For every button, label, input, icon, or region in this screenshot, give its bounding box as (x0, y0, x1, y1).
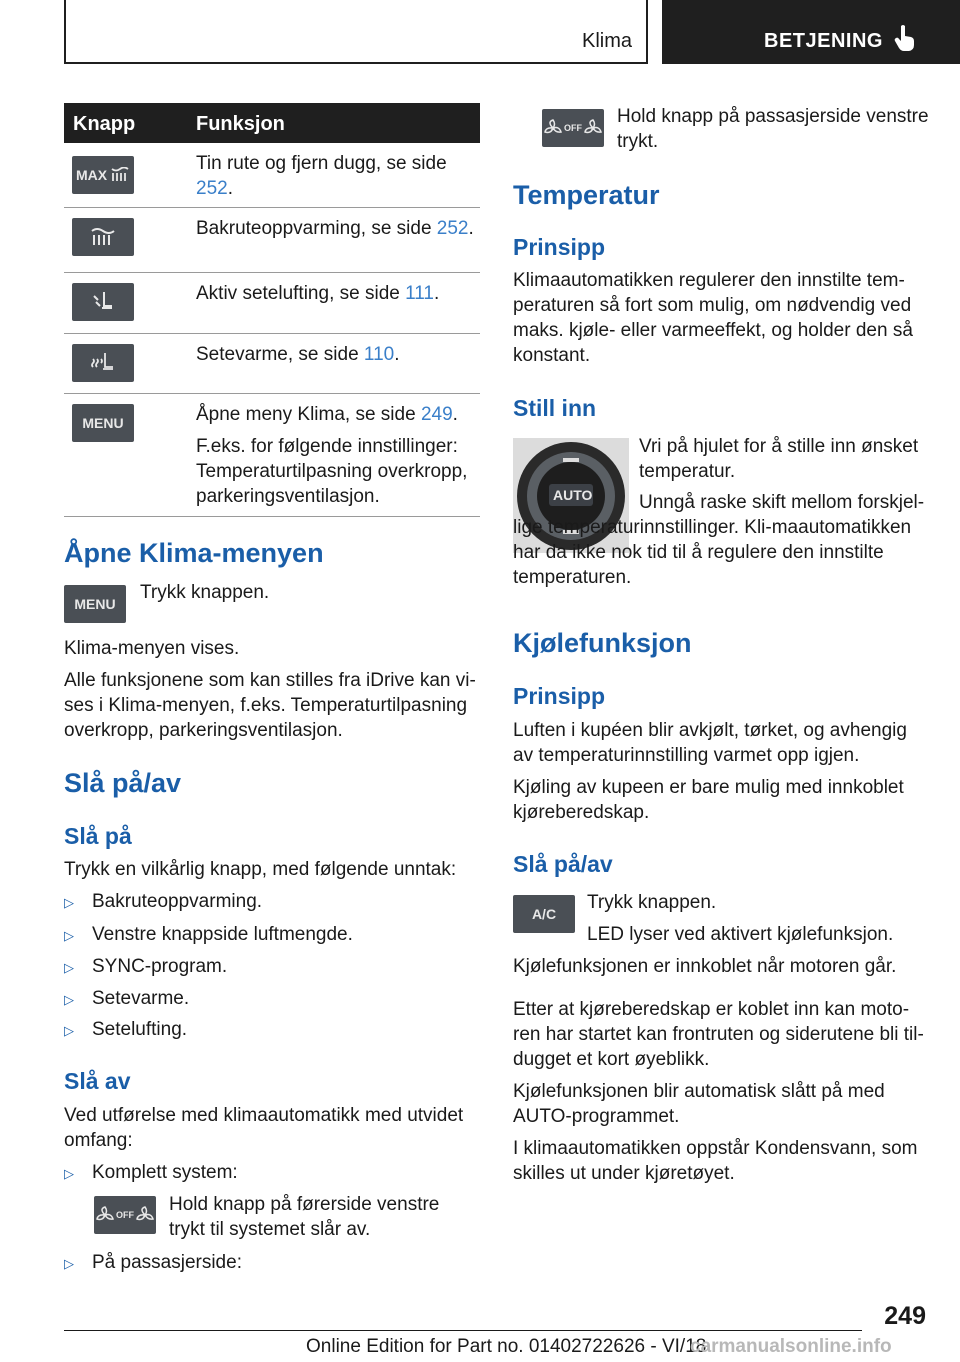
page-link[interactable]: 249 (420, 404, 453, 425)
rear-defrost-icon (72, 218, 134, 256)
max-defrost-icon: MAX (72, 156, 134, 194)
header-chapter-box (662, 0, 960, 64)
text-cooling-5: Kjølefunksjonen blir automatisk slått på med AUTO-programmet. (513, 1081, 885, 1127)
heading-on-off-2: Slå på/av (513, 851, 613, 877)
text-cooling-1: Luften i kupéen blir avkjølt, tørket, og avhengig av temperaturinnstilling varmet opp igjen. (513, 720, 907, 766)
table-header-function: Funksjon (196, 113, 285, 135)
text-cooling-6: I klimaautomatikken oppstår Kondensvann, som skilles ut under kjøretøyet. (513, 1138, 918, 1184)
heading-temperature: Temperatur (513, 180, 660, 210)
table-row (64, 273, 480, 334)
menu-button-icon: MENU (64, 585, 126, 623)
heading-set: Still inn (513, 395, 597, 421)
heading-principle-2: Prinsipp (513, 683, 606, 709)
header-section-box (64, 0, 648, 64)
seat-heating-icon (72, 344, 134, 382)
table-row-text: Tin rute og fjern dugg, se side 252. (196, 153, 447, 199)
footer-divider (64, 1330, 862, 1331)
dial-auto-label: AUTO (553, 487, 593, 503)
header-chapter-title: BETJENING (764, 30, 883, 52)
text-press-2: Trykk knappen. (587, 892, 717, 913)
table-row-text: Setevarme, se side 110. (196, 344, 400, 365)
text-principle: Klimaautomatikken regulerer den innstilte tem-peraturen så fort som mulig, om nødvendig ved maks. kjøle- eller varmeeffekt, og holder den så konstant. (513, 270, 913, 366)
table-row-text: Åpne meny Klima, se side 249. F.eks. for følgende innstillinger: Temperaturtilpasning overkropp, parkeringsventilasjon. (196, 402, 480, 509)
text-set-1: Vri på hjulet for å stille inn ønsket temperatur. (639, 436, 919, 482)
page-link[interactable]: 110 (363, 344, 395, 365)
seat-ventilation-icon (72, 283, 134, 321)
text-off: Ved utførelse med klimaautomatikk med utvidet omfang: (64, 1105, 464, 1151)
hand-pointer-icon (894, 24, 916, 52)
watermark: carmanualsonline.info (690, 1336, 892, 1357)
table-row (64, 334, 480, 394)
text-menu-shown: Klima-menyen vises. (64, 638, 240, 659)
text-passenger-side: Hold knapp på passasjerside venstre trykt. (617, 106, 929, 152)
ac-button-icon: A/C (513, 895, 575, 933)
text-cooling-4: Etter at kjøreberedskap er koblet inn kan moto-ren har startet kan frontruten og siderutene bli til-dugget et kort øyeblikk. (513, 999, 924, 1070)
text-driver-side: Hold knapp på førerside venstre trykt til systemet slår av. (169, 1194, 440, 1240)
table-row-extra: F.eks. for følgende innstillinger: Temperaturtilpasning overkropp, parkeringsventilasjon. (196, 436, 468, 507)
fan-off-button-icon: OFF (542, 109, 604, 147)
page-link[interactable]: 111 (405, 283, 434, 304)
text-cooling-3: Kjølefunksjonen er innkoblet når motoren går. (513, 956, 897, 977)
text-press: Trykk knappen. (140, 582, 270, 603)
table-header (64, 103, 480, 143)
heading-cooling: Kjølefunksjon (513, 628, 692, 658)
heading-on-off: Slå på/av (64, 768, 182, 798)
page-link[interactable]: 252 (196, 178, 228, 199)
heading-principle: Prinsipp (513, 234, 606, 260)
heading-on: Slå på (64, 823, 132, 849)
heading-off: Slå av (64, 1068, 131, 1094)
table-row (64, 394, 480, 517)
table-row (64, 208, 480, 273)
footer-edition: Online Edition for Part no. 01402722626 - VI/18 (306, 1336, 707, 1357)
page-link[interactable]: 252 (436, 218, 469, 239)
header-section-title: Klima (581, 30, 632, 52)
table-header-button: Knapp (73, 113, 136, 135)
fan-off-button-icon: OFF (94, 1196, 156, 1234)
menu-button-icon: MENU (72, 404, 134, 442)
page-number: 249 (884, 1302, 926, 1330)
button-function-table (64, 103, 480, 517)
text-led: LED lyser ved aktivert kjølefunksjon. (587, 924, 894, 945)
table-row-text: Aktiv setelufting, se side 111. (196, 283, 440, 304)
text-set-2: Unngå raske skift mellom forskjel-lige temperaturinnstillinger. Kli-maautomatikken har da ikke nok tid til å regulere den innstilte temperaturen. (513, 492, 925, 588)
table-row-text: Bakruteoppvarming, se side 252. (196, 218, 474, 239)
text-cooling-2: Kjøling av kupeen er bare mulig med innkoblet kjøreberedskap. (513, 777, 904, 823)
table-row (64, 143, 480, 208)
text-on: Trykk en vilkårlig knapp, med følgende unntak: (64, 859, 457, 880)
heading-open-menu: Åpne Klima-menyen (64, 538, 324, 568)
text-all-functions: Alle funksjonene som kan stilles fra iDrive kan vi-ses i Klima-menyen, f.eks. Temperaturtilpasning overkropp, parkeringsventilasjon. (64, 670, 476, 741)
